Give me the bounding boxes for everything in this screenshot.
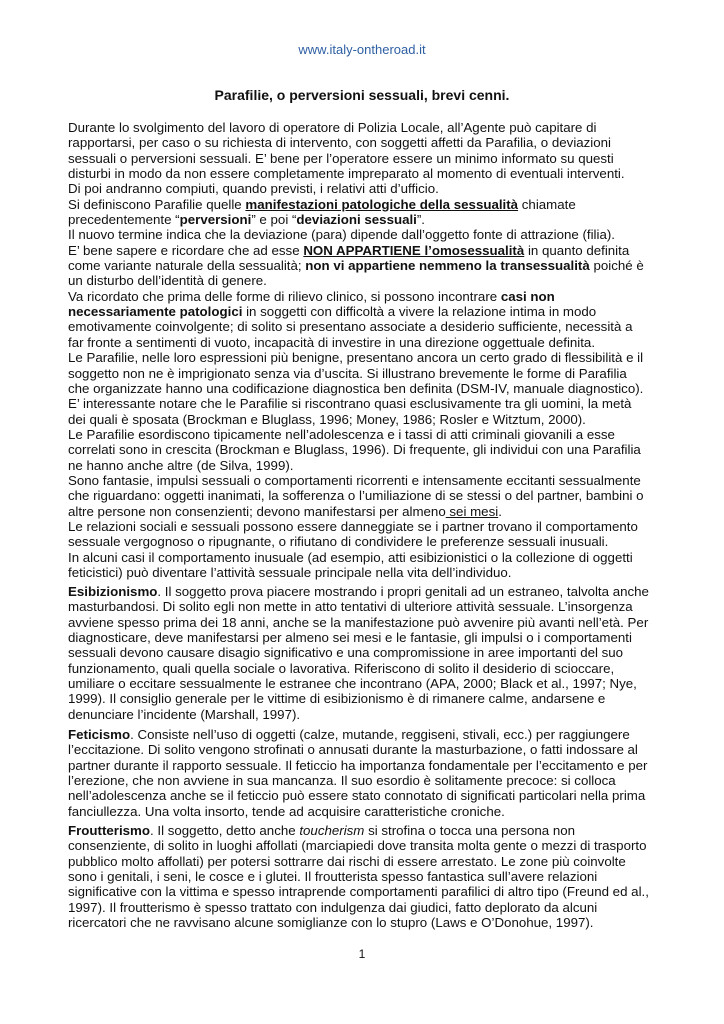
emphasis-text: casi non [500, 288, 555, 304]
text-span: avviene spesso prima dei 18 anni, anche se la manifestazione può avvenire più avanti nell’età. Per [68, 614, 649, 630]
text-line [68, 758, 647, 773]
text-line [68, 319, 644, 334]
text-span: denunciare l’incidente (Marshall, 1997). [68, 706, 301, 722]
text-span: Si definiscono Parafilie quelle [68, 196, 246, 212]
text-line [68, 615, 649, 630]
text-line [68, 427, 644, 442]
text-line [68, 584, 649, 599]
text-line [68, 550, 644, 565]
text-span: masturbandosi. Di solito egli non mette in atto tentativi di ulteriore attività sessuale. L’insorgenza [68, 599, 633, 615]
text-line [68, 915, 649, 930]
text-line [68, 707, 649, 722]
text-span: sono i genitali, i seni, le cosce e i glutei. Il froutterista spesso fantastica sull’avere relazioni [68, 869, 598, 885]
text-line [68, 396, 644, 411]
text-span: sei mesi [445, 503, 499, 519]
text-line [68, 473, 644, 488]
text-line [68, 630, 649, 645]
text-span: dei quali è sposata (Brockman e Bluglass, 1996; Money, 1986; Rosler e Witztum, 2000). [68, 411, 586, 427]
text-span: consenziente, di solito in luoghi affollati (marciapiedi dove transita molta gente o mezzi di trasporto [68, 838, 647, 854]
text-span: come variante naturale della sessualità; [68, 258, 306, 274]
text-line [68, 488, 644, 503]
text-span: un disturbo dell’identità di genere. [68, 273, 267, 289]
text-line [68, 534, 644, 549]
text-span: Le relazioni sociali e sessuali possono essere danneggiate se i partner trovano il comportamento [68, 518, 638, 534]
text-span: partner durante il rapporto sessuale. Il feticcio ha importanza fondamentale per l’eccitamento e per [68, 757, 648, 773]
text-span: Va ricordato che prima delle forme di rilievo clinico, si possono incontrare [68, 288, 501, 304]
text-span: E’ bene sapere e ricordare che ad esse [68, 242, 304, 258]
text-span: emotivamente coinvolgente; di solito si presentano associate a desiderio sufficiente, necessità a [68, 319, 633, 335]
text-span: Il nuovo termine indica che la deviazione (para) dipende dall’oggetto fonte di attrazione (filia). [68, 227, 615, 243]
text-line [68, 442, 644, 457]
text-span: Sono fantasie, impulsi sessuali o comportamenti ricorrenti e intensamente eccitanti sessualmente [68, 472, 641, 488]
text-line [68, 181, 644, 196]
text-span: Le Parafilie esordiscono tipicamente nell’adolescenza e i tassi di atti criminali giovanili a esse [68, 426, 615, 442]
text-span: rapportarsi, per caso o su richiesta di intervento, con soggetti affetti da Parafilia, o deviazioni [68, 135, 612, 151]
emphasis-text: Esibizionismo [68, 584, 158, 599]
text-span: correlati sono in crescita (Brockman e Bluglass, 1996). Di frequente, gli individui con una Parafilia [68, 442, 641, 458]
text-line [68, 335, 644, 350]
text-line [68, 676, 649, 691]
text-line [68, 884, 649, 899]
text-line [68, 381, 644, 396]
text-line [68, 661, 649, 676]
text-span: altre persone non consenzienti; devono manifestarsi per almeno [68, 503, 446, 519]
text-span: l’eccitazione. Di solito vengono strofinati o annusati durante la masturbazione, o fatti indossare al [68, 742, 638, 758]
header-url[interactable]: www.italy-ontheroad.it [298, 42, 426, 57]
text-line [68, 804, 647, 819]
text-line [68, 151, 644, 166]
text-span: nell’adolescenza anche se il feticcio può essere stato connotato di significati particolari nella prima [68, 788, 646, 804]
text-span: in soggetti con difficoltà a vivere la relazione intima in modo [242, 304, 597, 320]
text-span: sessuali o perversioni sessuali. E’ bene per l’operatore essere un minimo informato su questi [68, 150, 614, 166]
italic-text: toucherism [299, 823, 365, 838]
text-span: ”. [416, 212, 425, 228]
text-span: significative con la vittima e spesso intraprende comportamenti parafilici di altro tipo (Freund ed al., [68, 884, 649, 900]
esibizionismo-paragraph [68, 584, 649, 722]
intro-paragraph [68, 120, 644, 580]
text-span: si strofina o tocca una persona non [364, 823, 576, 838]
text-span: feticistici) può diventare l’attività sessuale principale nella vita dell’individuo. [68, 564, 512, 580]
text-line [68, 289, 644, 304]
text-span: sessuale vergognoso o ripugnante, o rifiutano di condividere le preferenze sessuali inusuali. [68, 534, 609, 550]
text-line [68, 742, 647, 757]
text-span: sessuali devono causare disagio significativo e una compromissione in aree importanti del suo [68, 645, 624, 661]
text-line [68, 412, 644, 427]
text-span: Di poi andranno compiuti, quando previsti, i relativi atti d’ufficio. [68, 181, 439, 197]
text-span: Le Parafilie, nelle loro espressioni più benigne, presentano ancora un certo grado di flessibilità e il [68, 350, 644, 366]
text-span: chiamate [518, 196, 576, 212]
text-line [68, 212, 644, 227]
text-line [68, 366, 644, 381]
text-line [68, 788, 647, 803]
text-span: disturbi in modo da non essere completamente impreparato al momento di eventuali interventi. [68, 166, 625, 182]
text-span: In alcuni casi il comportamento inusuale (ad esempio, atti esibizionistici o la collezione di oggetti [68, 549, 633, 565]
text-span: che riguardano: oggetti inanimati, la sofferenza o l’umiliazione di se stessi o del partner, bambini o [68, 488, 644, 504]
emphasis-text: Feticismo [68, 727, 131, 742]
text-line [68, 773, 647, 788]
feticismo-paragraph [68, 727, 647, 819]
text-span: funzionamento, quali quella sociale o lavorativa. Riferiscono di solito il desiderio di scioccare, [68, 660, 615, 676]
text-span: Durante lo svolgimento del lavoro di operatore di Polizia Locale, all’Agente può capitare di [68, 120, 597, 135]
page-number: 1 [358, 947, 366, 961]
text-line [68, 838, 649, 853]
text-line [68, 350, 644, 365]
text-span: 1999). Il consiglio generale per le vittime di esibizionismo è di rimanere calme, andarsene e [68, 691, 606, 707]
text-span: fanciullezza. Una volta insorto, tende ad acquisire caratteristiche croniche. [68, 803, 505, 819]
text-span: l’erezione, che non avviene in sua mancanza. Il suo esordio è solitamente precoce: si colloca [68, 773, 616, 789]
text-span: diagnosticare, deve manifestarsi per almeno sei mesi e le fantasie, gli impulsi o i comportamenti [68, 630, 632, 646]
text-line [68, 166, 644, 181]
text-line [68, 504, 644, 519]
emphasis-text: non vi appartiene nemmeno la transessualità [305, 258, 590, 274]
text-span: ” e poi “ [251, 212, 297, 228]
text-span: umiliare o eccitare sessualmente le estranee che incontrano (APA, 2000; Black et al., 1997; Nye, [68, 676, 637, 692]
text-line [68, 599, 649, 614]
text-span: soggetto non ne è imprigionato senza via d’uscita. Si illustrano brevemente le forme di Parafilia [68, 365, 627, 381]
text-span: in quanto definita [524, 242, 630, 258]
text-line [68, 243, 644, 258]
text-line [68, 135, 644, 150]
emphasis-text: Froutterismo [68, 823, 151, 838]
text-span: che organizzate hanno una codificazione diagnostica ben definita (DSM-IV, manuale diagnostico). [68, 380, 644, 396]
text-line [68, 645, 649, 660]
froutterismo-paragraph [68, 823, 649, 930]
text-line [68, 258, 644, 273]
emphasis-text: manifestazioni patologiche della sessualità [245, 196, 519, 212]
text-line [68, 869, 649, 884]
text-span: E’ interessante notare che le Parafilie si riscontrano quasi esclusivamente tra gli uomini, la metà [68, 396, 632, 412]
text-line [68, 120, 644, 135]
text-line [68, 458, 644, 473]
text-span: ricercatori che ne ravvisano alcune somiglianze con lo stupro (Laws e O’Donohue, 1997). [68, 915, 594, 931]
text-span: poiché è [589, 258, 644, 274]
emphasis-text: deviazioni sessuali [296, 212, 417, 228]
text-line [68, 900, 649, 915]
text-span: far fronte a sentimenti di vuoto, incapacità di investire in una direzione oggettuale definita. [68, 334, 596, 350]
text-span: 1997). Il froutterismo è spesso trattato con indulgenza dai giudici, fatto deplorato da alcuni [68, 899, 598, 915]
text-line [68, 854, 649, 869]
document-title: Parafilie, o perversioni sessuali, brevi cenni. [214, 87, 510, 103]
text-line [68, 197, 644, 212]
text-line [68, 691, 649, 706]
text-line [68, 565, 644, 580]
emphasis-text: perversioni [179, 212, 252, 228]
text-line [68, 823, 649, 838]
text-line [68, 727, 647, 742]
text-span: . Il soggetto, detto anche [150, 823, 300, 838]
text-line [68, 519, 644, 534]
text-span: . Il soggetto prova piacere mostrando i propri genitali ad un estraneo, talvolta anche [157, 584, 649, 599]
text-span: ne hanno anche altre (de Silva, 1999). [68, 457, 294, 473]
text-span: precedentemente “ [68, 212, 180, 228]
emphasis-text: necessariamente patologici [68, 304, 243, 320]
text-span: pubblico molto affollati) per potersi sottrarre dai rischi di essere arrestato. Le zone più coinvolte [68, 853, 626, 869]
text-line [68, 227, 644, 242]
text-span: . Consiste nell’uso di oggetti (calze, mutande, reggiseni, stivali, ecc.) per raggiungere [130, 727, 630, 742]
text-line [68, 304, 644, 319]
emphasis-text: NON APPARTIENE l’omosessualità [303, 242, 525, 258]
text-line [68, 273, 644, 288]
text-span: . [498, 503, 502, 519]
